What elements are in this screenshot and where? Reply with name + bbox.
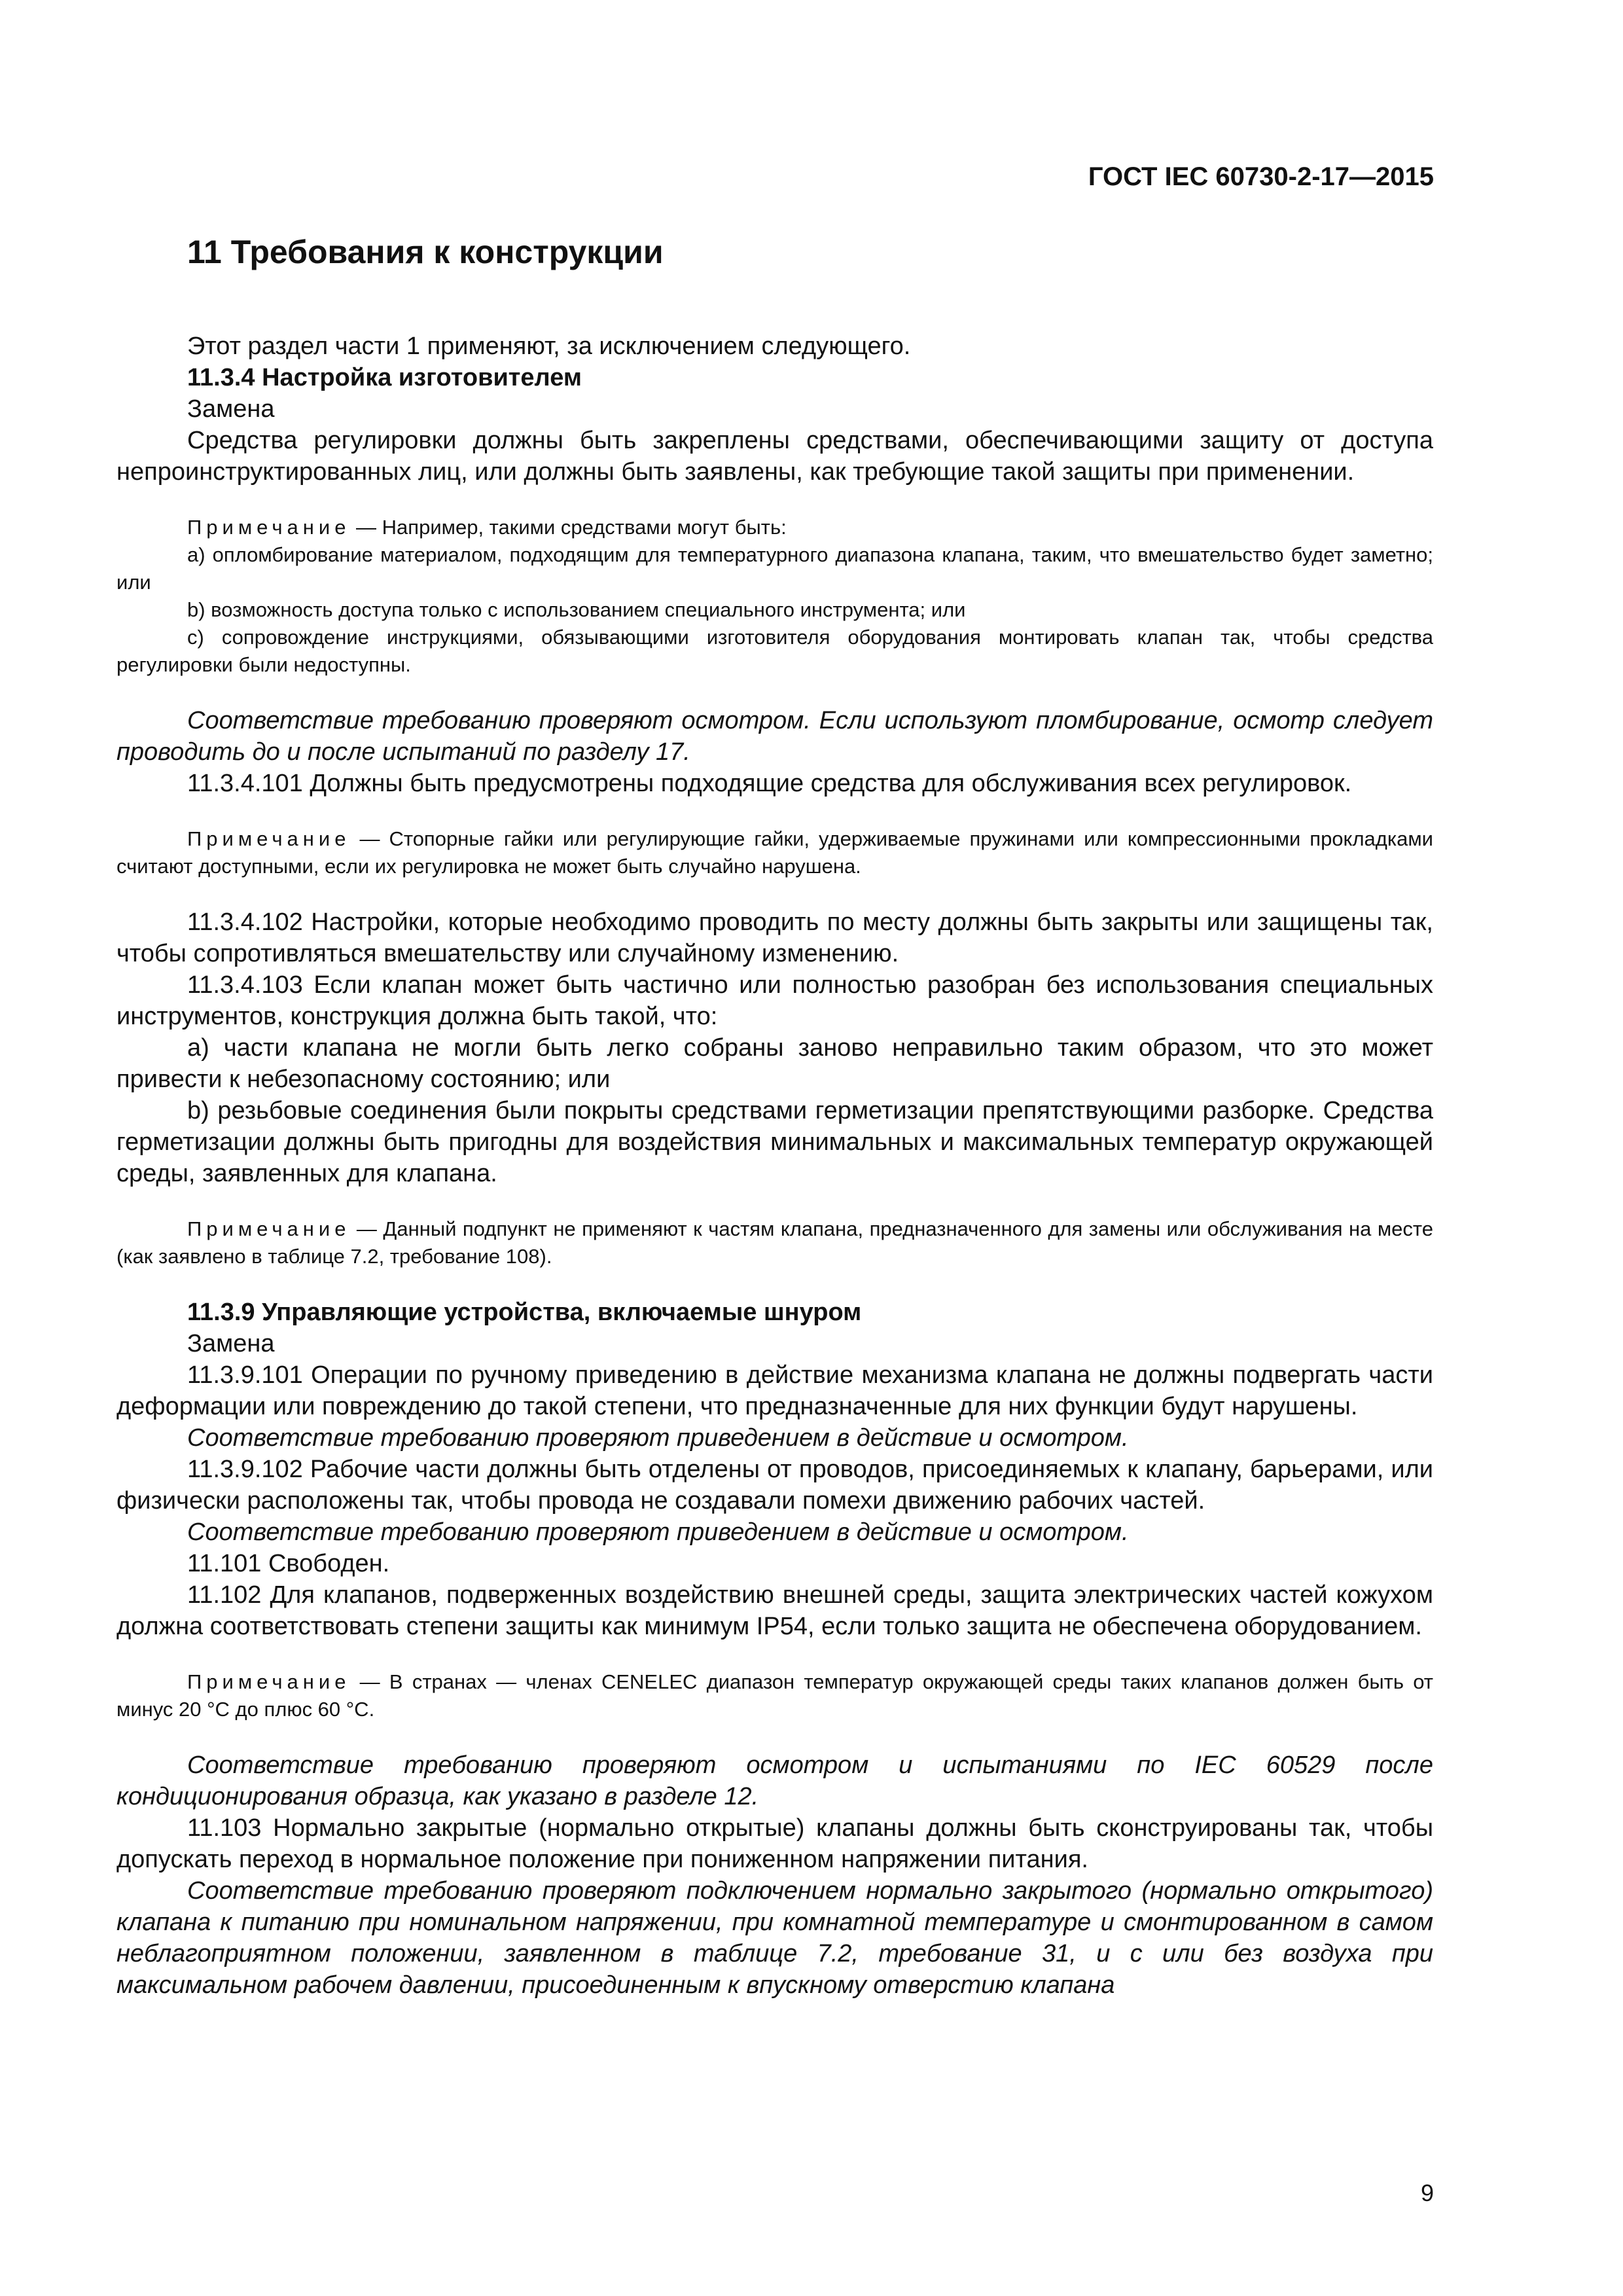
subsection-title-11-3-4: 11.3.4 Настройка изготовителем xyxy=(187,364,582,391)
paragraph-11-3-9-102: 11.3.9.102 Рабочие части должны быть отделены от проводов, присоединяемых к клапану, барьерами, или физически расположены так, чтобы провода не создавали помехи движению рабочих частей. xyxy=(116,1456,1433,1515)
compliance-3: Соответствие требованию проверяют приведением в действие и осмотром. xyxy=(187,1518,1129,1546)
page-number: 9 xyxy=(1420,2179,1434,2206)
paragraph-11-3-4-102: 11.3.4.102 Настройки, которые необходимо проводить по месту должны быть закрыты или защищены так, чтобы сопротивляться вмешательству или случайному изменению. xyxy=(116,908,1433,967)
paragraph-11-103: 11.103 Нормально закрытые (нормально открытые) клапаны должны быть сконструированы так, чтобы допускать переход в нормальное положение при пониженном напряжении питания. xyxy=(116,1814,1433,1873)
note-1-text: Например, такими средствами могут быть: xyxy=(382,516,787,539)
paragraph-11-3-4-103-a: а) части клапана не могли быть легко собраны заново неправильно таким образом, что это может привести к небезопасному состоянию; или xyxy=(116,1034,1433,1093)
note-label: Примечание xyxy=(187,516,351,539)
compliance-5: Соответствие требованию проверяют подключением нормально закрытого (нормально открытого) клапана к питанию при номинальном напряжении, при комнатной температуре и смонтированном в самом неблагоприятном положении, заявленном в таблице 7.2, требование 31, и с или без воздуха при максимальном рабочем давлении, присоединенным к впускному отверстию клапана xyxy=(116,1877,1433,1999)
compliance-4: Соответствие требованию проверяют осмотром и испытаниями по IEC 60529 после кондиционирования образца, как указано в разделе 12. xyxy=(116,1751,1433,1810)
paragraph-11-3-4-103: 11.3.4.103 Если клапан может быть частично или полностью разобран без использования специальных инструментов, конструкция должна быть такой, что: xyxy=(116,971,1433,1030)
note-4: Примечание — В странах — членах CENELEC диапазон температур окружающей среды таких клапанов должен быть от минус 20 °C до плюс 60 °C. xyxy=(116,1670,1433,1721)
note-1-item-c: c) сопровождение инструкциями, обязывающими изготовителя оборудования монтировать клапан так, чтобы средства регулировки были недоступны. xyxy=(116,626,1433,676)
page-content xyxy=(116,232,1433,2001)
note-1-item-b: b) возможность доступа только с использованием специального инструмента; или xyxy=(187,598,966,621)
paragraph-11-3-4-101: 11.3.4.101 Должны быть предусмотрены подходящие средства для обслуживания всех регулировок. xyxy=(187,770,1352,797)
compliance-1: Соответствие требованию проверяют осмотром. Если используют пломбирование, осмотр следует проводить до и после испытаний по разделу 17. xyxy=(116,707,1433,766)
paragraph-11-102: 11.102 Для клапанов, подверженных воздействию внешней среды, защита электрических частей кожухом должна соответствовать степени защиты как минимум IP54, если только защита не обеспечена оборудованием. xyxy=(116,1581,1433,1640)
replacement-label: Замена xyxy=(187,1330,275,1357)
note-label: Примечание xyxy=(187,1670,351,1693)
document-id: ГОСТ IEC 60730-2-17—2015 xyxy=(1088,162,1434,191)
compliance-2: Соответствие требованию проверяют приведением в действие и осмотром. xyxy=(187,1424,1129,1452)
note-3-text: Данный подпункт не применяют к частям клапана, предназначенного для замены или обслуживания на месте (как заявлено в таблице 7.2, требование 108). xyxy=(116,1217,1433,1268)
replacement-label: Замена xyxy=(187,395,275,423)
intro-paragraph: Этот раздел части 1 применяют, за исключением следующего. xyxy=(187,332,911,360)
note-4-text: В странах — членах CENELEC диапазон температур окружающей среды таких клапанов должен быть от минус 20 °C до плюс 60 °C. xyxy=(116,1670,1433,1721)
note-1-item-a: а) опломбирование материалом, подходящим для температурного диапазона клапана, таким, что вмешательство будет заметно; или xyxy=(116,543,1433,594)
section-title: 11 Требования к конструкции xyxy=(187,234,664,270)
note-3: Примечание — Данный подпункт не применяют к частям клапана, предназначенного для замены или обслуживания на месте (как заявлено в таблице 7.2, требование 108). xyxy=(116,1217,1433,1268)
note-1: Примечание — Например, такими средствами могут быть: xyxy=(187,516,787,539)
subsection-title-11-3-9: 11.3.9 Управляющие устройства, включаемые шнуром xyxy=(187,1299,862,1326)
note-2-text: Стопорные гайки или регулирующие гайки, удерживаемые пружинами или компрессионными прокладками считают доступными, если их регулировка не может быть случайно нарушена. xyxy=(116,827,1433,878)
paragraph-11-3-4-103-b: b) резьбовые соединения были покрыты средствами герметизации препятствующими разборке. Средства герметизации должны быть пригодны для воздействия минимальных и максимальных температур окружающей среды, заявленных для клапана. xyxy=(116,1097,1433,1187)
paragraph-11-3-4: Средства регулировки должны быть закреплены средствами, обеспечивающими защиту от доступа непроинструктированных лиц, или должны быть заявлены, как требующие такой защиты при применении. xyxy=(116,427,1433,486)
paragraph-11-3-9-101: 11.3.9.101 Операции по ручному приведению в действие механизма клапана не должны подвергать части деформации или повреждению до такой степени, что предназначенные для них функции будут нарушены. xyxy=(116,1361,1433,1420)
note-label: Примечание xyxy=(187,1217,351,1240)
note-label: Примечание xyxy=(187,827,351,850)
note-2: Примечание — Стопорные гайки или регулирующие гайки, удерживаемые пружинами или компрессионными прокладками считают доступными, если их регулировка не может быть случайно нарушена. xyxy=(116,827,1433,878)
paragraph-11-101: 11.101 Свободен. xyxy=(187,1550,390,1577)
